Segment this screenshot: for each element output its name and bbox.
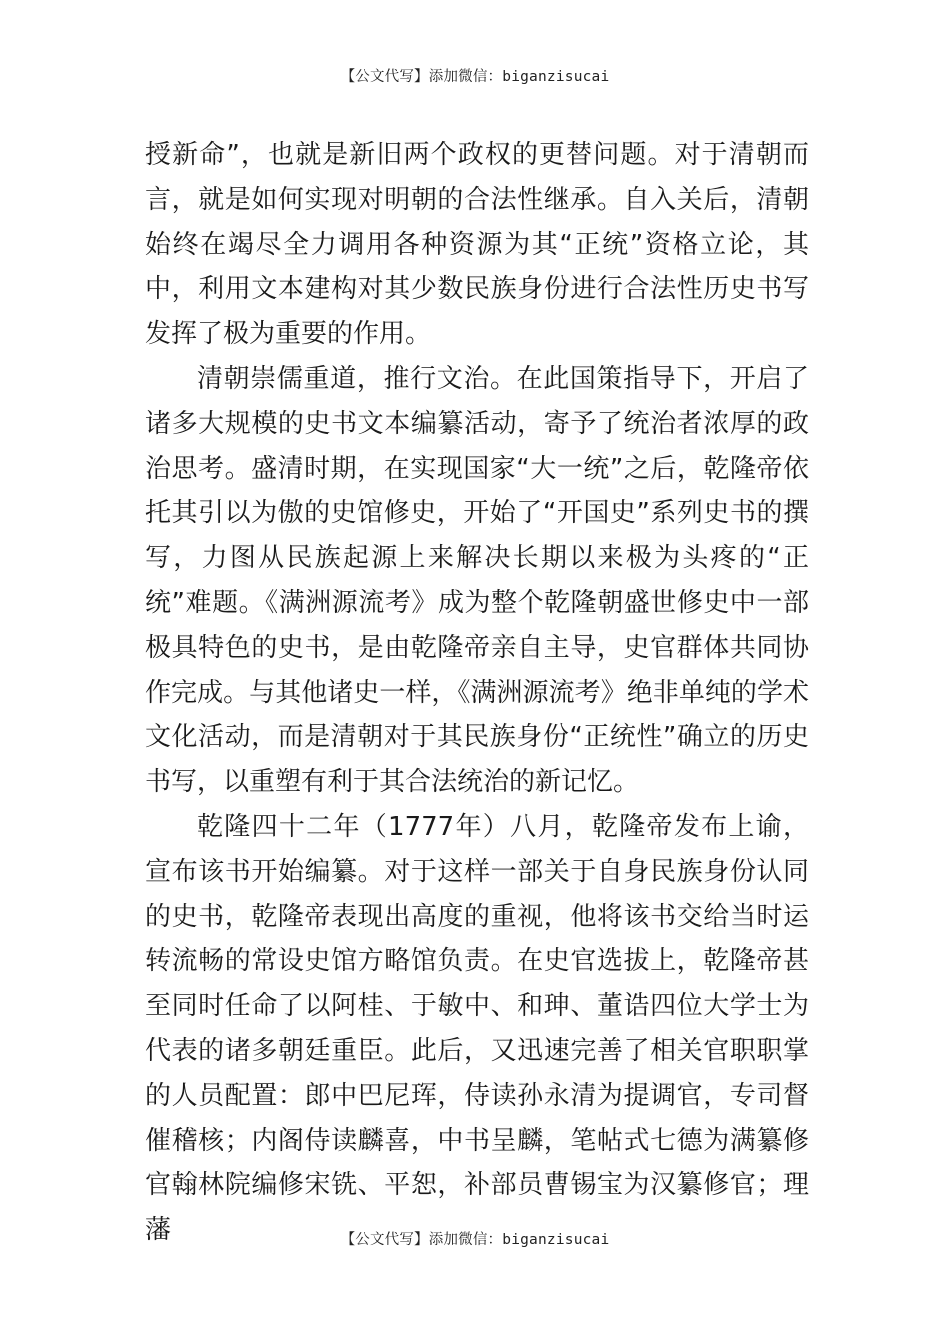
page-header: 【公文代写】添加微信：biganzisucai <box>340 69 610 85</box>
document-body <box>145 133 809 1253</box>
paragraph-1: 授新命”，也就是新旧两个政权的更替问题。对于清朝而言，就是如何实现对明朝的合法性继承。自入关后，清朝始终在竭尽全力调用各种资源为其“正统”资格立论，其中，利用文本建构对其少数民族身份进行合法性历史书写发挥了极为重要的作用。 <box>145 140 809 350</box>
page-footer: 【公文代写】添加微信：biganzisucai <box>340 1232 610 1248</box>
paragraph-3: 乾隆四十二年（1777年）八月，乾隆帝发布上谕，宣布该书开始编纂。对于这样一部关于自身民族身份认同的史书，乾隆帝表现出高度的重视，他将该书交给当时运转流畅的常设史馆方略馆负责。在史官选拔上，乾隆帝甚至同时任命了以阿桂、于敏中、和珅、董诰四位大学士为代表的诸多朝廷重臣。此后，又迅速完善了相关官职职掌的人员配置：郎中巴尼珲，侍读孙永清为提调官，专司督催稽核；内阁侍读麟喜，中书呈麟，笔帖式七德为满纂修官翰林院编修宋铣、平恕，补部员曹锡宝为汉纂修官；理藩 <box>145 811 809 1246</box>
paragraph-2: 清朝崇儒重道，推行文治。在此国策指导下，开启了诸多大规模的史书文本编纂活动，寄予了统治者浓厚的政治思考。盛清时期，在实现国家“大一统”之后，乾隆帝依托其引以为傲的史馆修史，开始了“开国史”系列史书的撰写，力图从民族起源上来解决长期以来极为头疼的“正统”难题。《满洲源流考》成为整个乾隆朝盛世修史中一部极具特色的史书，是由乾隆帝亲自主导，史官群体共同协作完成。与其他诸史一样，《满洲源流考》绝非单纯的学术文化活动，而是清朝对于其民族身份“正统性”确立的历史书写，以重塑有利于其合法统治的新记忆。 <box>145 363 809 798</box>
